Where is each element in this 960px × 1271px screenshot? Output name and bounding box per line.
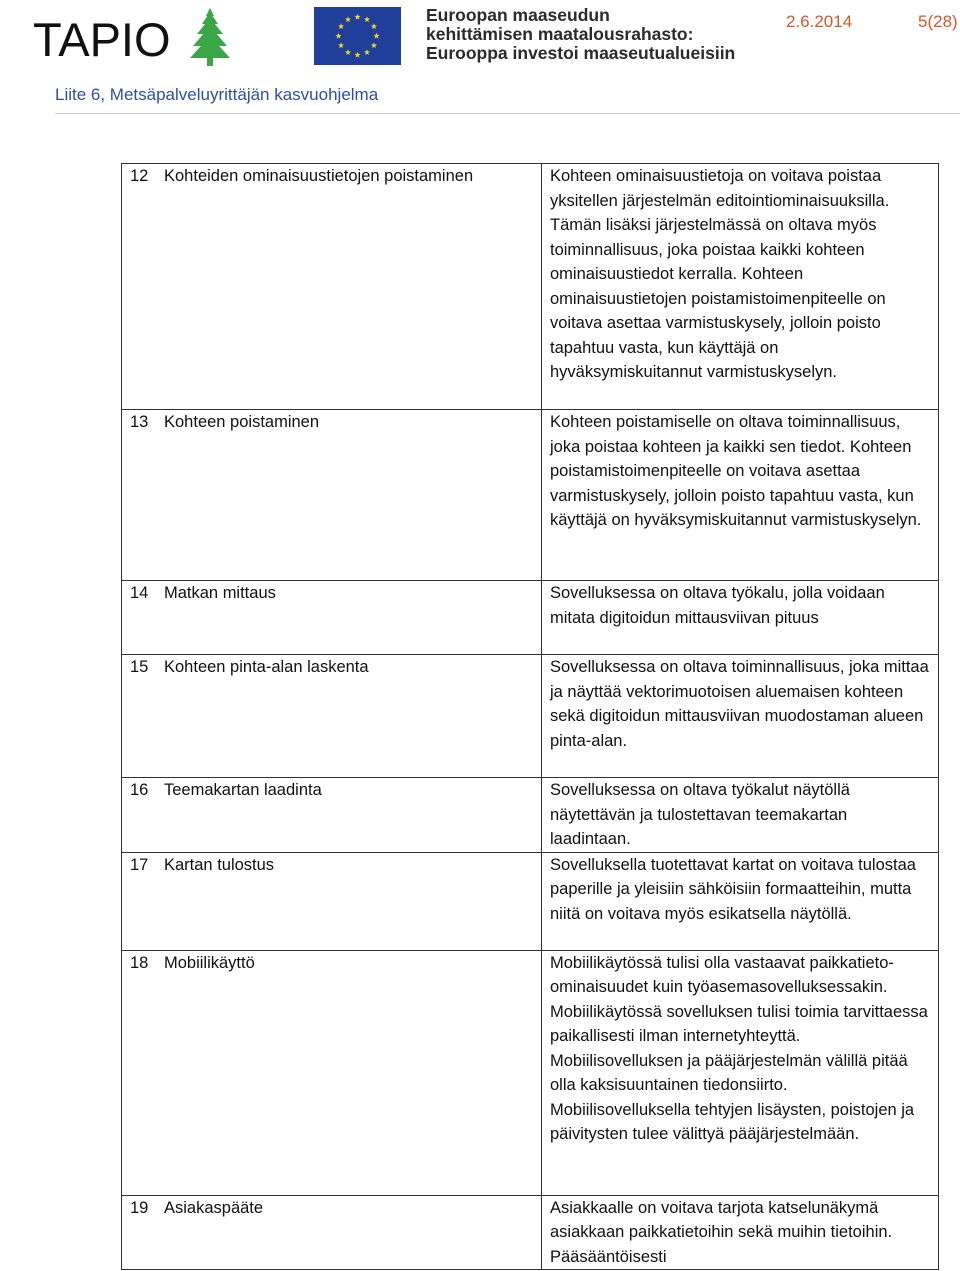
table-row [122,852,939,950]
document-date: 2.6.2014 [786,12,853,31]
row-number: 15 [122,655,157,778]
table-row [122,410,939,581]
row-number: 14 [122,581,157,655]
requirements-table [121,163,939,1270]
table-row [122,950,939,1195]
page-number: 5(28) [918,12,958,31]
table-row [122,164,939,410]
tree-icon [190,8,230,66]
requirement-description: Asiakkaalle on voitava tarjota katselunäkymä asiakkaan paikkatietoihin sekä muihin tietoihin. Pääsääntöisesti [542,1195,939,1270]
requirement-description: Kohteen poistamiselle on oltava toiminnallisuus, joka poistaa kohteen ja kaikki sen tiedot. Kohteen poistamistoimenpiteelle on voitava asettaa varmistuskysely, jolloin poisto tapahtuu vasta, kun käyttäjä on hyväksymiskuitannut varmistuskyselyn. [542,410,939,581]
document-subtitle: Liite 6, Metsäpalveluyrittäjän kasvuohjelma [55,85,379,104]
header-divider [55,113,960,114]
requirement-description: Mobiilikäytössä tulisi olla vastaavat paikkatieto-ominaisuudet kuin työasemasovelluksessakin. Mobiilikäytössä sovelluksen tulisi toimia tarvittaessa paikallisesti ilman internetyhteyttä. Mobiilisovelluksen ja pääjärjestelmän välillä pitää olla kaksisuuntainen tiedonsiirto. Mobiilisovelluksella tehtyjen lisäysten, poistojen ja päivitysten tulee välittyä pääjärjestelmään. [542,950,939,1195]
eu-funding-text [426,6,735,63]
eu-text-line: Euroopan maaseudun [426,5,610,25]
tapio-logo-text: TAPIO [33,13,171,66]
requirement-description: Sovelluksessa on oltava työkalu, jolla voidaan mitata digitoidun mittausviivan pituus [542,581,939,655]
requirement-name: Kohteen pinta-alan laskenta [156,655,542,778]
requirement-description: Sovelluksessa on oltava työkalut näytöllä näytettävän ja tulostettavan teemakartan laadintaan. [542,778,939,853]
requirement-description: Sovelluksessa on oltava toiminnallisuus, joka mittaa ja näyttää vektorimuotoisen aluemaisen kohteen sekä digitoidun mittausviivan muodostaman alueen pinta-alan. [542,655,939,778]
requirement-name: Kartan tulostus [156,852,542,950]
eu-text-line: Eurooppa investoi maaseutualueisiin [426,43,736,63]
tapio-logo [33,8,233,66]
table-row [122,581,939,655]
row-number: 12 [122,164,157,410]
row-number: 19 [122,1195,157,1270]
requirement-name: Asiakaspääte [156,1195,542,1270]
eu-text-line: kehittämisen maatalousrahasto: [426,24,694,44]
table-row [122,655,939,778]
requirement-description: Kohteen ominaisuustietoja on voitava poistaa yksitellen järjestelmän editointiominaisuuksilla. Tämän lisäksi järjestelmässä on oltava myös toiminnallisuus, joka poistaa kaikki kohteen ominaisuustiedot kerralla. Kohteen ominaisuustietojen poistamistoimenpiteelle on voitava asettaa varmistuskysely, jolloin poisto tapahtuu vasta, kun käyttäjä on hyväksymiskuitannut varmistuskyselyn. [542,164,939,410]
row-number: 16 [122,778,157,853]
requirement-name: Kohteiden ominaisuustietojen poistaminen [156,164,542,410]
row-number: 18 [122,950,157,1195]
page-header [0,0,960,118]
table-row [122,1195,939,1270]
eu-flag-icon [314,7,401,65]
table-row [122,778,939,853]
requirement-name: Mobiilikäyttö [156,950,542,1195]
requirement-name: Matkan mittaus [156,581,542,655]
row-number: 13 [122,410,157,581]
requirement-description: Sovelluksella tuotettavat kartat on voitava tulostaa paperille ja yleisiin sähköisiin formaatteihin, mutta niitä on voitava myös esikatsella näytöllä. [542,852,939,950]
requirement-name: Teemakartan laadinta [156,778,542,853]
row-number: 17 [122,852,157,950]
requirement-name: Kohteen poistaminen [156,410,542,581]
